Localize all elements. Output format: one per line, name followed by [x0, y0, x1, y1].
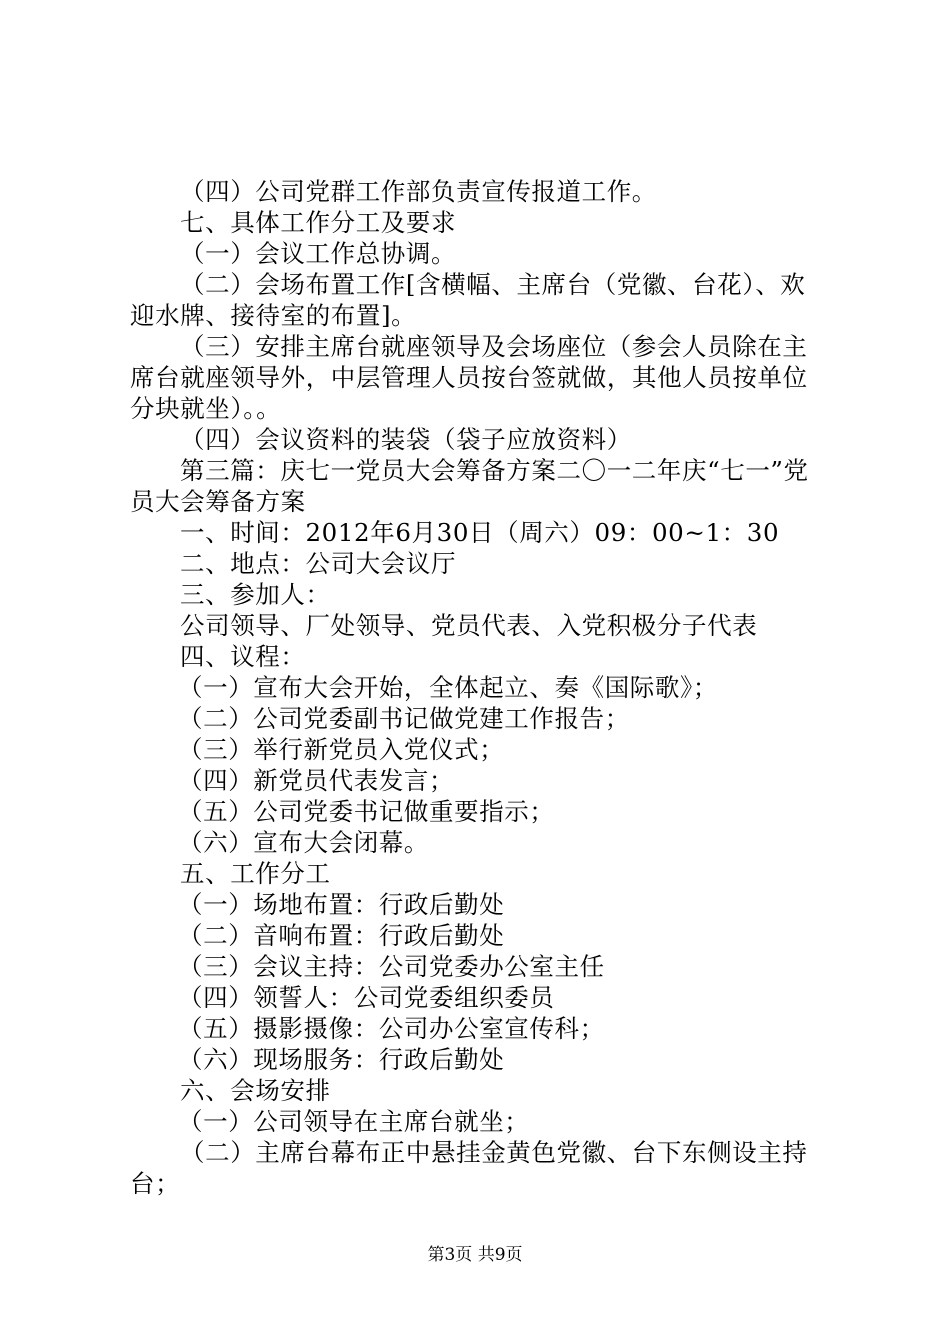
list-item: （四）新党员代表发言； [178, 766, 455, 795]
list-item: （四）领誓人：公司党委组织委员 [178, 983, 555, 1012]
section-heading: 三、参加人： [180, 580, 331, 609]
list-item: （三）举行新党员入党仪式； [178, 735, 505, 764]
list-item: （一）公司领导在主席台就坐； [178, 1107, 530, 1136]
list-item: （五）摄影摄像：公司办公室宣传科； [178, 1014, 605, 1043]
paragraph: 二、地点：公司大会议厅 [180, 549, 457, 578]
list-item: （二）公司党委副书记做党建工作报告； [178, 704, 630, 733]
page-footer: 第3页 共9页 [427, 1245, 523, 1265]
document-body [130, 176, 830, 1199]
list-item: （六）宣布大会闭幕。 [178, 828, 429, 857]
paragraph: （一）会议工作总协调。 [180, 239, 457, 268]
paragraph: （二）会场布置工作[含横幅、主席台（党徽、台花）、欢迎水牌、接待室的布置]。 [130, 270, 806, 330]
list-item: （三）会议主持：公司党委办公室主任 [178, 952, 605, 981]
section-heading: 七、具体工作分工及要求 [180, 208, 457, 237]
paragraph: （三）安排主席台就座领导及会场座位（参会人员除在主席台就座领导外，中层管理人员按台签就做，其他人员按单位分块就坐）。。 [130, 332, 808, 423]
paragraph: 一、时间：2012年6月30日（周六）09：00~1：30 [180, 518, 780, 547]
paragraph: （四）会议资料的装袋（袋子应放资料） [180, 425, 632, 454]
list-item: （一）场地布置：行政后勤处 [178, 890, 505, 919]
section-heading: 五、工作分工 [180, 859, 331, 888]
list-item: （一）宣布大会开始，全体起立、奏《国际歌》； [178, 673, 718, 702]
list-item: （六）现场服务：行政后勤处 [178, 1045, 505, 1074]
section-heading: 四、议程： [180, 642, 306, 671]
section-heading: 六、会场安排 [180, 1076, 331, 1105]
list-item: （二）音响布置：行政后勤处 [178, 921, 505, 950]
paragraph: （四）公司党群工作部负责宣传报道工作。 [180, 177, 657, 206]
list-item: （五）公司党委书记做重要指示； [178, 797, 555, 826]
chapter-heading: 第三篇：庆七一党员大会筹备方案二〇一二年庆“七一”党员大会筹备方案 [130, 456, 809, 516]
paragraph: 公司领导、厂处领导、党员代表、入党积极分子代表 [180, 611, 758, 640]
list-item: （二）主席台幕布正中悬挂金黄色党徽、台下东侧设主持台； [130, 1138, 808, 1198]
